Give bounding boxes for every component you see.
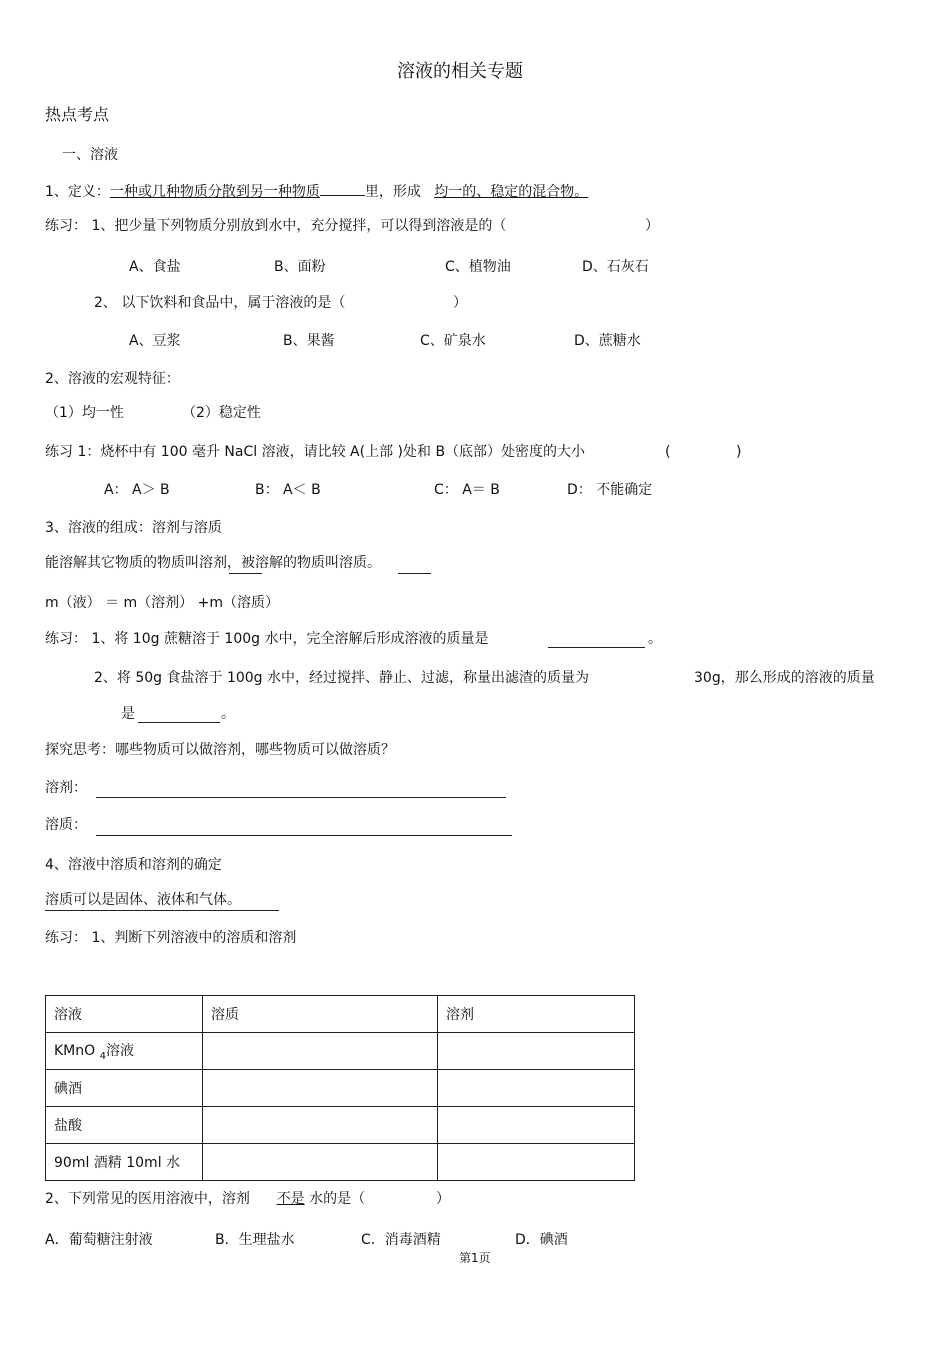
option-3a: A： A＞ B [104,482,170,498]
page-number: 第1页 [459,1251,491,1265]
definition-line [45,183,588,201]
option-2a: A、豆浆 [129,333,181,349]
exercise-2-open: ( [665,444,671,460]
table-header-solvent: 溶剂 [438,996,635,1033]
table-cell-solution [46,1033,203,1070]
section-heading-1: 一、溶液 [62,147,118,163]
exercise-5-prefix: 2、下列常见的医用溶液中，溶剂 [45,1191,250,1207]
definition-prefix: 1、定义： [45,184,110,200]
composition-definition [45,554,381,572]
solvent-definition: 能溶解其它物质的物质叫溶剂， [45,555,241,571]
property-uniformity: （1）均一性 [45,405,124,421]
table-header-row [46,996,635,1033]
exercise-1-question-1: 练习： 1、把少量下列物质分别放到水中，充分搅拌，可以得到溶液是的（ [45,218,507,234]
exercise-3-question-2b: 30g，那么形成的溶液的质量 [694,670,875,686]
definition-blank [320,183,365,196]
solvent-label: 溶剂： [45,780,87,796]
table-cell-solvent[interactable] [438,1144,635,1181]
definition-middle: 里，形成 [364,184,421,200]
exercise-3-q2-is: 是 [121,706,135,722]
option-5b: B．生理盐水 [215,1232,295,1248]
composition-heading: 3、溶液的组成：溶剂与溶质 [45,520,222,536]
exercise-5-suffix: 水的是（ [309,1191,366,1207]
table-row [46,1107,635,1144]
exercise-1-q2-close: ） [453,295,467,311]
table-cell-solution: 90ml 酒精 10ml 水 [46,1144,203,1181]
option-3d: D： 不能确定 [567,482,653,498]
table-cell-solute[interactable] [203,1070,438,1107]
definition-key: 均一的、稳定的混合物。 [434,184,589,200]
formula-suffix: 溶液 [105,1043,134,1060]
composition-underline-1 [229,573,262,574]
option-2d: D、蔗糖水 [574,333,641,349]
solute-answer-line [96,835,512,836]
option-3c: C： A＝ B [434,482,500,498]
exercise-1-q1-close: ） [645,218,659,234]
solution-table [45,995,635,1181]
exercise-4-question: 练习： 1、判断下列溶液中的溶质和溶剂 [45,930,297,946]
property-stability: （2）稳定性 [182,405,261,421]
exercise-3-question-1: 练习： 1、将 10g 蔗糖溶于 100g 水中，完全溶解后形成溶液的质量是 [45,631,489,647]
exercise-2-question: 练习 1：烧杯中有 100 毫升 NaCl 溶液，请比较 A(上部 )处和 B（底部）处密度的大小 [45,444,586,460]
exercise-3-q1-end: 。 [648,631,662,647]
composition-underline-2 [398,573,431,574]
exercise-5-emphasis: 不是 [276,1191,305,1207]
answer-blank-1 [548,647,645,648]
table-cell-solvent[interactable] [438,1033,635,1070]
exercise-1-question-2: 2、 以下饮料和食品中，属于溶液的是（ [94,295,346,311]
option-2c: C、矿泉水 [420,333,486,349]
solvent-answer-line [96,797,506,798]
solute-definition: 被溶解的物质叫溶质。 [241,555,381,571]
definition-underlined: 一种或几种物质分散到另一种物质 [109,184,320,200]
section-4-underline [45,910,279,911]
option-1b: B、面粉 [274,259,326,275]
macro-heading: 2、溶液的宏观特征： [45,371,180,387]
table-row [46,1144,635,1181]
section-heading-hot: 热点考点 [45,105,110,124]
option-3b: B： A＜ B [255,482,321,498]
table-header-solution: 溶液 [46,996,203,1033]
answer-blank-2 [138,722,220,723]
table-cell-solute[interactable] [203,1033,438,1070]
section-4-text: 溶质可以是固体、液体和气体。 [45,892,241,908]
formula-subscript: 4 [99,1050,106,1062]
exercise-3-q2-end: 。 [221,706,235,722]
option-5a: A．葡萄糖注射液 [45,1232,153,1248]
option-5c: C．消毒酒精 [361,1232,441,1248]
exercise-5-close: ） [436,1191,450,1207]
table-row [46,1070,635,1107]
option-2b: B、果酱 [283,333,335,349]
formula-text: KMnO [54,1043,96,1060]
table-row [46,1033,635,1070]
option-5d: D．碘酒 [515,1232,568,1248]
section-4-heading: 4、溶液中溶质和溶剂的确定 [45,857,222,873]
table-cell-solvent[interactable] [438,1107,635,1144]
table-cell-solution: 盐酸 [46,1107,203,1144]
exercise-5-question [45,1190,365,1208]
option-1a: A、食盐 [129,259,181,275]
exercise-3-question-2: 2、将 50g 食盐溶于 100g 水中，经过搅拌、静止、过滤，称量出滤渣的质量为 [94,670,590,686]
option-1d: D、石灰石 [582,259,649,275]
table-cell-solute[interactable] [203,1144,438,1181]
option-1c: C、植物油 [445,259,511,275]
mass-formula: m（液） ＝ m（溶剂） +m（溶质） [45,595,279,611]
solute-label: 溶质： [45,817,87,833]
table-header-solute: 溶质 [203,996,438,1033]
page-title: 溶液的相关专题 [397,61,523,82]
table-cell-solution: 碘酒 [46,1070,203,1107]
table-cell-solute[interactable] [203,1107,438,1144]
table-cell-solvent[interactable] [438,1070,635,1107]
exercise-2-close: ) [736,444,742,460]
explore-question: 探究思考：哪些物质可以做溶剂，哪些物质可以做溶质？ [45,742,395,758]
